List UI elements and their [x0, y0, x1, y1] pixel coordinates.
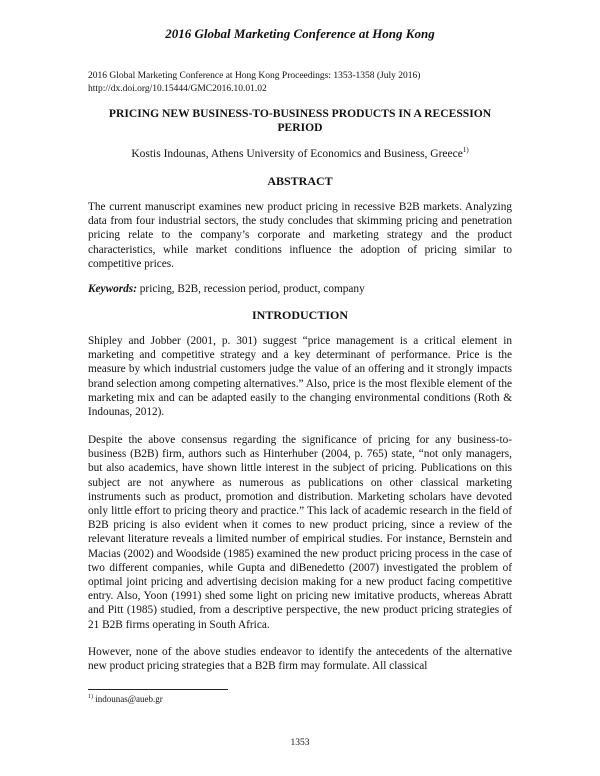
- keywords-label: Keywords:: [88, 283, 137, 295]
- footnote: [88, 694, 163, 704]
- title-line-1: PRICING NEW BUSINESS-TO-BUSINESS PRODUCTS IN A RECESSION: [108, 107, 492, 120]
- footnote-rule: [88, 689, 228, 690]
- keywords: [88, 282, 512, 296]
- proceedings-info: [88, 70, 420, 96]
- footnote-email: indounas@aueb.gr: [93, 694, 163, 704]
- doi-line: http://dx.doi.org/10.15444/GMC2016.10.01.02: [88, 84, 267, 94]
- page-number: 1353: [290, 738, 310, 748]
- keywords-text: pricing, B2B, recession period, product, company: [136, 283, 365, 295]
- introduction-heading: INTRODUCTION: [251, 308, 348, 322]
- author-footnote-mark: 1): [462, 146, 469, 154]
- intro-paragraph-1: Shipley and Jobber (2001, p. 301) suggest “price management is a critical element in marketing and competitive strategy and a key determinant of performance. Price is the measure by which industrial customers judge the value of an offering and it strongly impacts brand selection among competing alternatives.” Also, price is the most flexible element of the marketing mix and can be adapted easily to the changing environmental conditions (Roth & Indounas, 2012).: [88, 335, 512, 419]
- paper-title: [88, 107, 512, 135]
- author-name: Kostis Indounas, Athens University of Economics and Business, Greece: [131, 147, 463, 160]
- intro-paragraph-2: Despite the above consensus regarding the significance of pricing for any business-to-business (B2B) firm, authors such as Hinterhuber (2004, p. 765) state, “not only managers, but also academics, have shown little interest in the subject of pricing. Publications on this subject are not anywhere as numerous as publications on other classical marketing instruments such as product, promotion and distribution. Marketing scholars have devoted only little effort to pricing theory and practice.” This lack of academic research in the field of B2B pricing is also evident when it comes to new product pricing, since a review of the relevant literature reveals a limited number of empirical studies. For instance, Bernstein and Macias (2002) and Woodside (1985) examined the new product pricing process in the case of two different companies, while Gupta and diBenedetto (2007) investigated the problem of optimal joint pricing and advertising decision making for a new product facing competitive entry. Also, Yoon (1991) shed some light on pricing new imitative products, whereas Abratt and Pitt (1985) studied, from a descriptive perspective, the new product pricing strategies of 21 B2B firms operating in South Africa.: [88, 434, 512, 631]
- proceedings-line: 2016 Global Marketing Conference at Hong Kong Proceedings: 1353-1358 (July 2016): [88, 71, 421, 81]
- abstract-text: The current manuscript examines new product pricing in recessive B2B markets. Analyzing data from four industrial sectors, the study concludes that skimming pricing and penetration pricing relate to the company’s corporate and marketing strategy and the product characteristics, while market conditions influence the adoption of pricing similar to competitive prices.: [88, 201, 512, 270]
- footnote-mark: 1): [88, 694, 93, 700]
- abstract-heading: ABSTRACT: [267, 174, 333, 188]
- running-head: 2016 Global Marketing Conference at Hong Kong: [165, 26, 435, 41]
- intro-paragraph-3: However, none of the above studies endeavor to identify the antecedents of the alternative new product pricing strategies that a B2B firm may formulate. All classical: [88, 646, 512, 673]
- author-line: [88, 146, 512, 160]
- title-line-2: PERIOD: [277, 121, 323, 134]
